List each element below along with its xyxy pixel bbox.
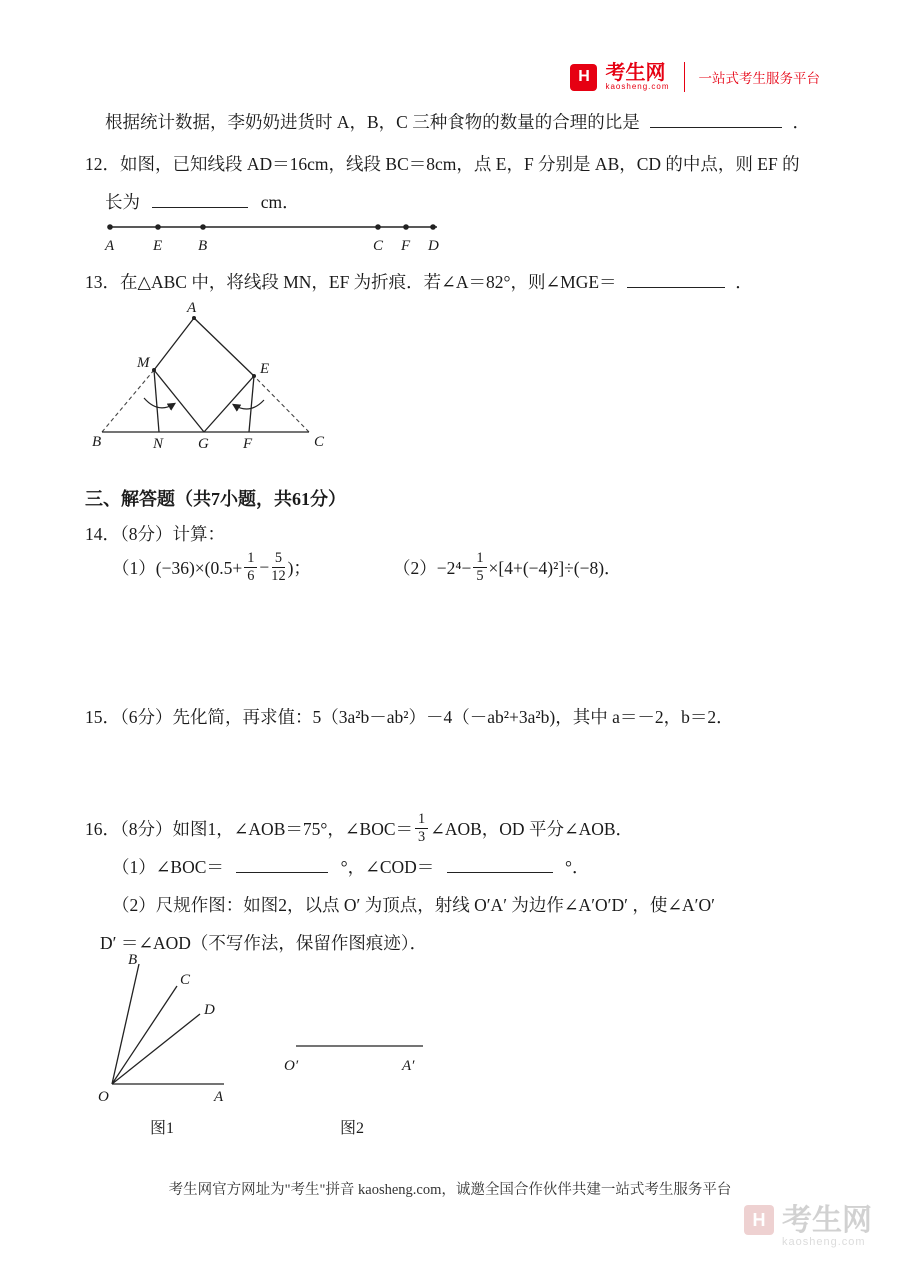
point-F-dot bbox=[403, 224, 409, 230]
watermark-brand-domain: kaosheng.com bbox=[782, 1235, 866, 1248]
q16-boc-blank bbox=[236, 856, 328, 874]
label-B: B bbox=[198, 238, 208, 254]
fold-MN bbox=[154, 370, 159, 432]
q11-period: ． bbox=[792, 112, 810, 132]
figure1-caption bbox=[150, 1115, 174, 1138]
q16-sub1 bbox=[112, 855, 590, 880]
label-N: N bbox=[153, 436, 164, 452]
point-A-dot bbox=[107, 224, 113, 230]
q16-cod-blank bbox=[447, 856, 553, 874]
footer-text: 考生网官方网址为"考生"拼音 kaosheng.com，诚邀全国合作伙伴共建一站式考生服务平台 bbox=[168, 1182, 732, 1198]
label-F: F bbox=[243, 436, 253, 452]
figure-q12-segment bbox=[100, 214, 450, 260]
q16-stem bbox=[85, 812, 633, 845]
label-G: G bbox=[198, 436, 209, 452]
fraction-numerator: 5 bbox=[272, 551, 285, 568]
figure-q16-ray-OA-prime bbox=[278, 1032, 438, 1077]
q16-sub1-b: °，∠COD＝ bbox=[340, 857, 435, 877]
q11-answer-blank bbox=[650, 111, 782, 129]
label-C: C bbox=[180, 972, 191, 988]
fraction-denominator: 5 bbox=[476, 568, 484, 585]
label-A-prime: A′ bbox=[402, 1058, 415, 1074]
label-E: E bbox=[260, 361, 270, 377]
q12-line1 bbox=[85, 152, 800, 177]
q11-text: 根据统计数据，李奶奶进货时 A，B，C 三种食物的数量的合理的比是 bbox=[105, 112, 640, 132]
brand-text bbox=[605, 63, 669, 91]
site-logo bbox=[570, 62, 820, 92]
figure-q13-fold-triangle bbox=[92, 300, 332, 452]
fraction-denominator: 6 bbox=[247, 568, 255, 585]
q16-sub1-c: °． bbox=[565, 857, 590, 877]
ray-OC bbox=[112, 986, 177, 1084]
q12-text3: cm． bbox=[260, 192, 300, 212]
fraction-1-6 bbox=[244, 551, 257, 584]
vertex-M-dot bbox=[152, 368, 156, 372]
figure2-caption bbox=[340, 1115, 364, 1138]
brand-name: 考生网 bbox=[605, 62, 666, 84]
point-B-dot bbox=[200, 224, 206, 230]
q12-text1: 12．如图，已知线段 AD＝16cm，线段 BC＝8cm，点 E，F 分别是 AB，CD 的中点，则 EF 的 bbox=[85, 154, 800, 174]
label-A: A bbox=[187, 300, 197, 316]
q16-sub2-text2: D′ ＝∠AOD（不写作法，保留作图痕迹）． bbox=[100, 933, 428, 953]
q15-line bbox=[85, 705, 734, 730]
q12-answer-blank bbox=[152, 191, 248, 209]
label-O: O bbox=[98, 1089, 109, 1105]
edge-AE bbox=[194, 318, 254, 376]
q13-answer-blank bbox=[627, 271, 725, 289]
label-A: A bbox=[105, 238, 115, 254]
point-E-dot bbox=[155, 224, 161, 230]
q14-p2-post: ×[4+(−4)²]÷(−8)． bbox=[488, 558, 622, 579]
q16-sub2-text1: （2）尺规作图：如图2，以点 O′ 为顶点，射线 O′A′ 为边作∠A′O′D′ ，使∠A′O′ bbox=[112, 895, 715, 915]
watermark-logo bbox=[744, 1205, 872, 1248]
q14-stem bbox=[85, 522, 225, 547]
point-D-dot bbox=[430, 224, 436, 230]
label-M: M bbox=[137, 355, 150, 371]
brand-tagline: 一站式考生服务平台 bbox=[698, 71, 820, 86]
edge-EG bbox=[204, 376, 254, 432]
fold-arrow-right bbox=[234, 400, 264, 409]
brand-domain: kaosheng.com bbox=[605, 82, 670, 91]
fold-arrow-left bbox=[144, 398, 174, 408]
figure1-caption-text: 图1 bbox=[150, 1120, 175, 1137]
q11-line bbox=[105, 110, 810, 135]
q12-line2 bbox=[105, 190, 300, 215]
edge-AM bbox=[154, 318, 194, 370]
q16-sub1-a: （1）∠BOC＝ bbox=[112, 857, 224, 877]
label-B: B bbox=[128, 952, 138, 968]
watermark-text bbox=[782, 1205, 872, 1248]
label-F: F bbox=[401, 238, 411, 254]
label-B: B bbox=[92, 434, 102, 450]
fraction-numerator: 1 bbox=[415, 812, 428, 829]
fraction-denominator: 12 bbox=[271, 568, 286, 585]
watermark-brand-name: 考生网 bbox=[782, 1204, 872, 1237]
q14-p1-post: )； bbox=[287, 558, 311, 579]
figure-q16-angle-rays bbox=[92, 952, 252, 1107]
fraction-1-5 bbox=[473, 551, 486, 584]
vertex-A-dot bbox=[192, 316, 196, 320]
label-C: C bbox=[314, 434, 325, 450]
section-3-title bbox=[85, 486, 346, 512]
fraction-5-12 bbox=[271, 551, 285, 584]
logo-divider bbox=[684, 62, 685, 92]
q16-sub2-line1 bbox=[112, 893, 715, 918]
edge-CE-dashed bbox=[254, 376, 309, 432]
q14-p1-pre: （1）(−36)×(0.5+ bbox=[112, 558, 243, 579]
q12-text2: 长为 bbox=[105, 192, 140, 212]
point-C-dot bbox=[375, 224, 381, 230]
q14-p1-mid: − bbox=[259, 557, 270, 578]
label-D: D bbox=[204, 1002, 215, 1018]
q16-stem-post: ∠AOB，OD 平分∠AOB． bbox=[430, 819, 634, 840]
brand-icon: H bbox=[570, 64, 597, 91]
label-A: A bbox=[214, 1089, 224, 1105]
fraction-numerator: 1 bbox=[473, 551, 486, 568]
label-D: D bbox=[428, 238, 439, 254]
edge-MG bbox=[154, 370, 204, 432]
q14-stem-text: 14．（8分）计算： bbox=[85, 524, 225, 544]
figure2-caption-text: 图2 bbox=[340, 1120, 365, 1137]
fraction-denominator: 3 bbox=[418, 829, 426, 846]
fraction-numerator: 1 bbox=[244, 551, 257, 568]
q16-stem-pre: 16．（8分）如图1，∠AOB＝75°，∠BOC＝ bbox=[85, 819, 414, 840]
page-footer bbox=[0, 1178, 900, 1199]
q15-text: 15．（6分）先化简，再求值：5（3a²b－ab²）－4（－ab²+3a²b)，其中 a＝－2，b＝2． bbox=[85, 707, 734, 727]
label-E: E bbox=[153, 238, 163, 254]
vertex-E-dot bbox=[252, 374, 256, 378]
q13-line bbox=[85, 270, 753, 295]
section-3-text: 三、解答题（共7小题，共61分） bbox=[85, 489, 346, 509]
q14-part2 bbox=[393, 551, 622, 584]
watermark-brand-icon: H bbox=[744, 1205, 774, 1235]
label-C: C bbox=[373, 238, 384, 254]
label-O-prime: O′ bbox=[284, 1058, 299, 1074]
q14-p2-pre: （2）−2⁴− bbox=[393, 558, 472, 579]
fraction-1-3 bbox=[415, 812, 428, 845]
fold-EF bbox=[249, 376, 254, 432]
q13-period: ． bbox=[735, 272, 753, 292]
q13-text: 13．在△ABC 中，将线段 MN，EF 为折痕．若∠A＝82°，则∠MGE＝ bbox=[85, 272, 617, 292]
q14-part1 bbox=[112, 551, 311, 584]
